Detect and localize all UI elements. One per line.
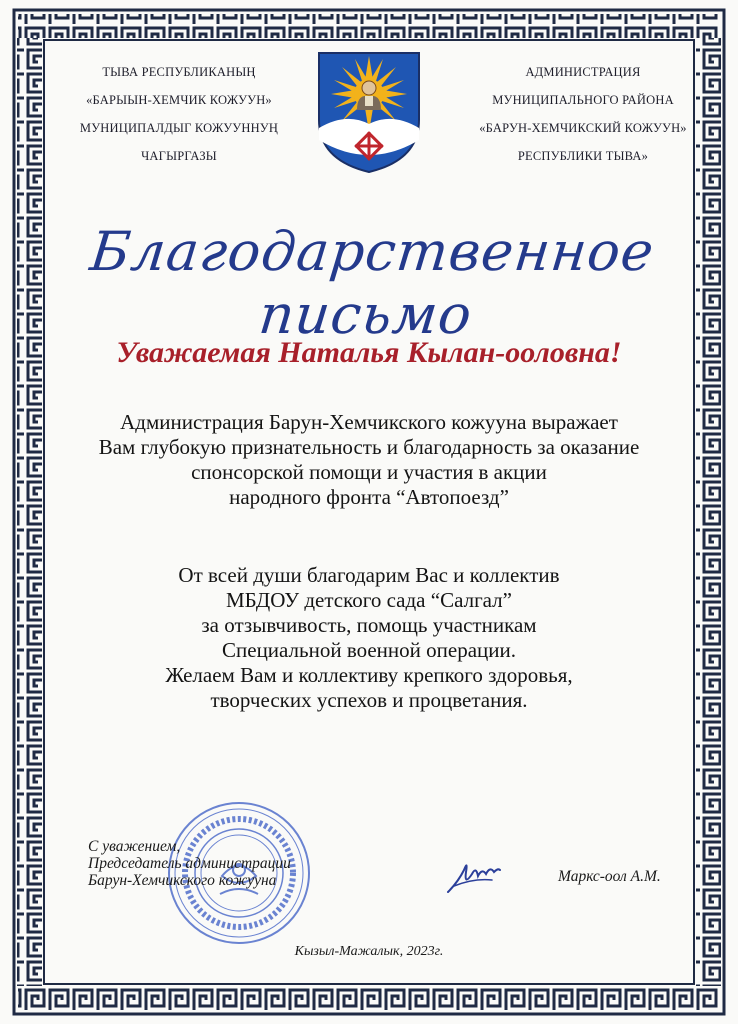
header-left-line: ЧАГЫРГАЗЫ <box>141 149 217 163</box>
header-right-line: «БАРУН-ХЕМЧИКСКИЙ КОЖУУН» <box>479 121 687 135</box>
body-line: творческих успехов и процветания. <box>210 688 528 712</box>
body-paragraph-2 <box>60 563 678 713</box>
body-line: МБДОУ детского сада “Салгал” <box>226 588 512 612</box>
body-line: Желаем Вам и коллективу крепкого здоровья, <box>165 663 573 687</box>
signature-line: С уважением, <box>88 838 181 855</box>
header-left-line: «БАРЫЫН-ХЕМЧИК КОЖУУН» <box>86 93 272 107</box>
header-left-line: МУНИЦИПАЛДЫГ КОЖУУННУҢ <box>79 121 279 135</box>
coat-of-arms-icon <box>316 50 422 174</box>
header-right-line: АДМИНИСТРАЦИЯ <box>525 65 641 79</box>
document-title: Благодарственное письмо <box>87 220 658 346</box>
handwritten-signature-icon <box>444 852 504 898</box>
header-right-line: МУНИЦИПАЛЬНОГО РАЙОНА <box>492 93 674 107</box>
body-line: От всей души благодарим Вас и коллектив <box>178 563 560 587</box>
signature-line: Барун-Хемчикского кожууна <box>88 872 277 889</box>
body-line: за отзывчивость, помощь участникам <box>201 613 537 637</box>
salutation: Уважаемая Наталья Кылан-ооловна! <box>116 336 622 369</box>
body-line: народного фронта “Автопоезд” <box>229 485 509 509</box>
body-paragraph-1 <box>60 410 678 510</box>
header-left-line: ТЫВА РЕСПУБЛИКАНЫҢ <box>102 65 256 79</box>
signature-block <box>88 838 291 889</box>
body-line: спонсорской помощи и участия в акции <box>191 460 547 484</box>
signature-line: Председатель администрации <box>88 855 291 872</box>
place-date: Кызыл-Мажалык, 2023г. <box>294 944 444 959</box>
header-right-block <box>458 58 708 170</box>
body-line: Администрация Барун-Хемчикского кожууна выражает <box>120 410 618 434</box>
body-line: Специальной военной операции. <box>222 638 516 662</box>
body-line: Вам глубокую признательность и благодарность за оказание <box>98 435 640 459</box>
signer-name: Маркс-оол А.М. <box>558 868 661 885</box>
header-right-line: РЕСПУБЛИКИ ТЫВА» <box>517 149 649 163</box>
header-left-block <box>54 58 304 170</box>
